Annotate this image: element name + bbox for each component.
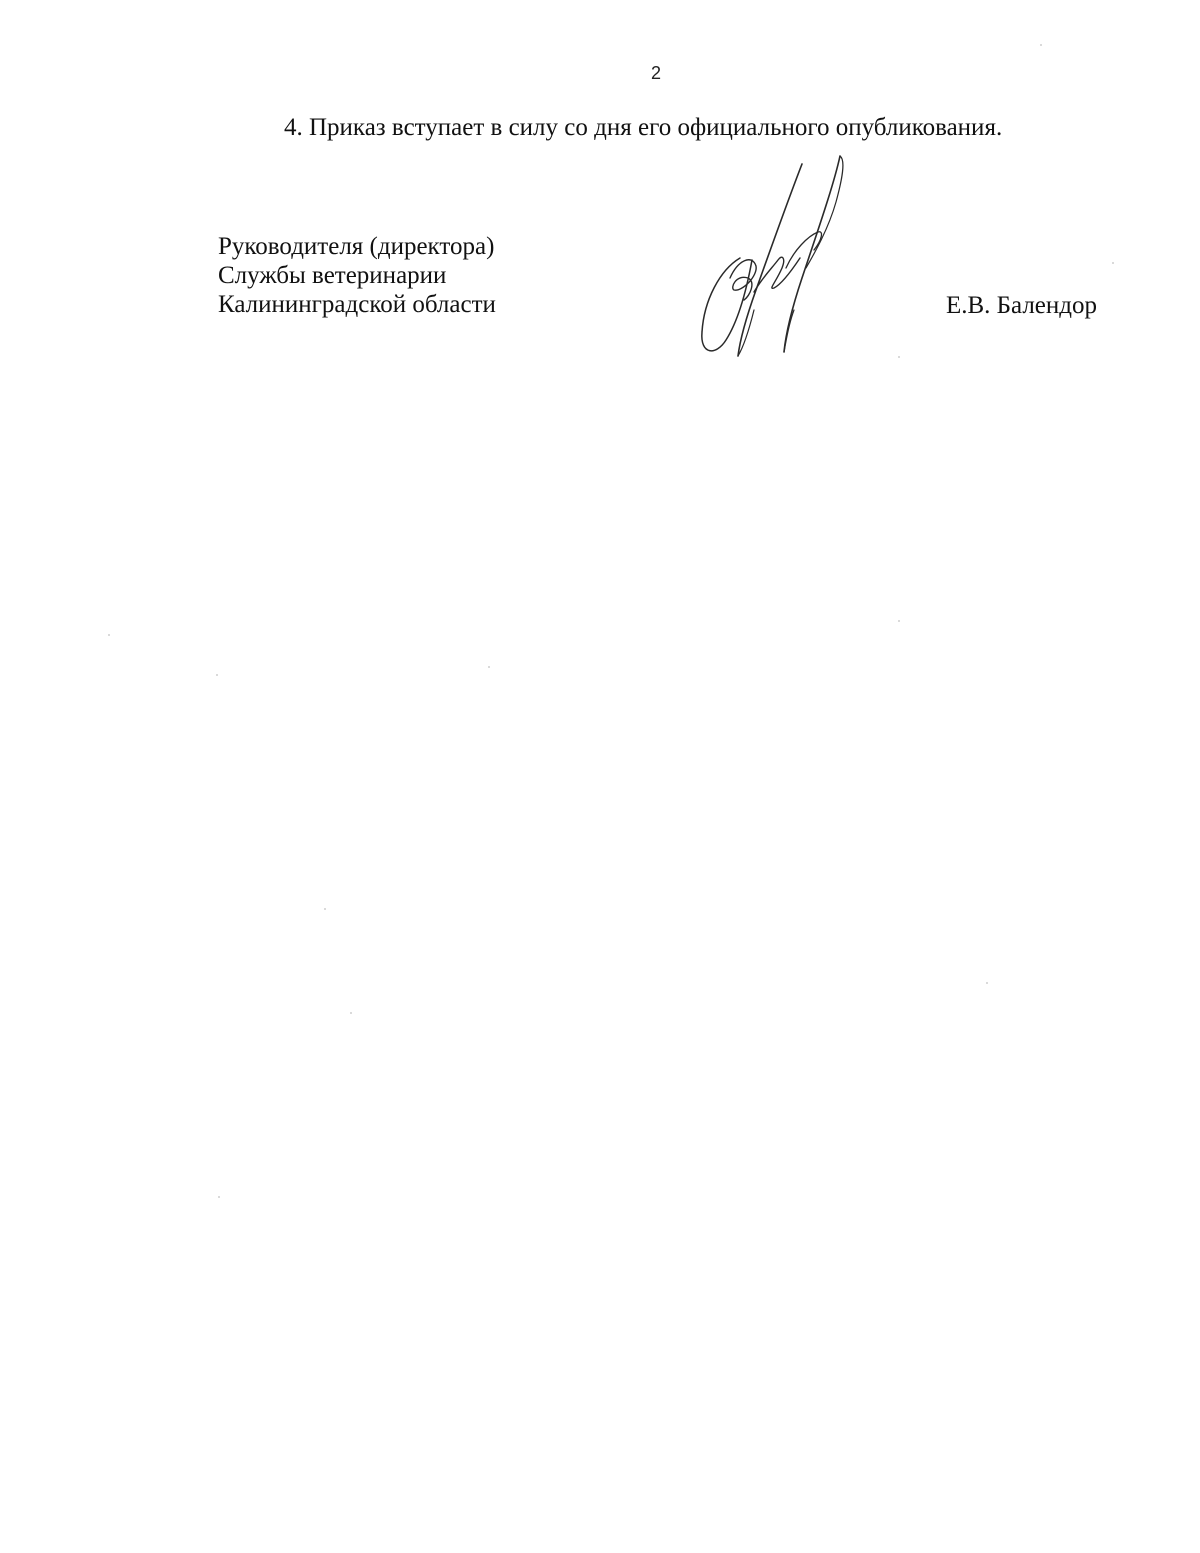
signer-title-block bbox=[218, 232, 496, 319]
scan-speck bbox=[350, 1012, 352, 1014]
scan-speck bbox=[108, 634, 110, 636]
scan-speck bbox=[488, 666, 490, 668]
signer-title-line: Руководителя (директора) bbox=[218, 233, 495, 260]
scan-speck bbox=[218, 1196, 220, 1198]
paragraph-item-4: 4. Приказ вступает в силу со дня его официального опубликования. bbox=[284, 114, 1003, 141]
scan-speck bbox=[324, 908, 326, 910]
signer-name: Е.В. Балендор bbox=[945, 292, 1097, 319]
signer-title-line: Калининградской области bbox=[218, 291, 496, 318]
scan-speck bbox=[216, 674, 218, 676]
signer-title-line: Службы ветеринарии bbox=[218, 262, 447, 289]
scan-speck bbox=[986, 982, 988, 984]
scan-speck bbox=[1112, 262, 1114, 264]
page-number: 2 bbox=[650, 63, 661, 83]
scan-speck bbox=[898, 356, 900, 358]
handwritten-signature-icon bbox=[690, 150, 860, 365]
scan-speck bbox=[898, 620, 900, 622]
scan-speck bbox=[1040, 44, 1042, 46]
